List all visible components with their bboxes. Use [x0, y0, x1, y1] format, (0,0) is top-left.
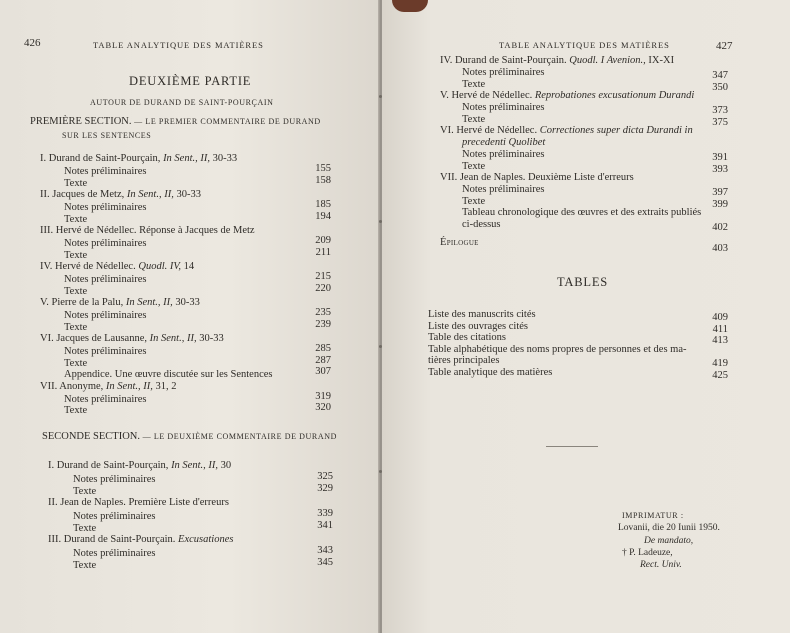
tables-title: TABLES: [557, 275, 609, 289]
toc-entry-page: 325: [317, 471, 333, 482]
toc-entry-label: Tableau chronologique des œuvres et des extraits publiés: [462, 207, 702, 218]
toc-entry-page: 343: [317, 545, 333, 556]
toc-entry-page: 397: [712, 187, 728, 198]
section-heading: [30, 116, 321, 128]
toc-entry-page: 235: [315, 307, 331, 318]
imprimatur-title: IMPRIMATUR :: [622, 511, 684, 520]
toc-entry-label: Appendice. Une œuvre discutée sur les Sentences: [64, 369, 273, 380]
toc-entry-page: 215: [315, 271, 331, 282]
toc-entry-page: 307: [315, 366, 331, 377]
toc-entry-label: Texte: [73, 522, 97, 534]
heading-reference: 14: [183, 261, 195, 272]
toc-heading: [40, 297, 200, 309]
toc-entry-label: Liste des ouvrages cités: [428, 320, 529, 332]
page-number: 427: [716, 40, 733, 52]
toc-entry-label: Notes préliminaires: [462, 184, 545, 195]
toc-heading: [40, 189, 201, 201]
toc-entry-page: 419: [712, 358, 728, 369]
toc-entry-label: tières principales: [428, 355, 500, 366]
heading-text: VI. Hervé de Nédellec.: [440, 125, 538, 136]
part-title: DEUXIÈME PARTIE: [129, 74, 252, 88]
toc-heading: [40, 261, 194, 273]
divider: [546, 446, 598, 447]
toc-entry-label: Texte: [73, 485, 97, 497]
heading-reference: 30-33: [175, 297, 200, 308]
toc-entry-label: Texte: [64, 213, 88, 225]
toc-entry-page: 185: [315, 199, 331, 210]
toc-entry-label: Liste des manuscrits cités: [428, 309, 536, 320]
toc-entry-label: Notes préliminaires: [64, 346, 147, 357]
toc-entry-label: Notes préliminaires: [462, 149, 545, 160]
toc-entry-page: 339: [317, 508, 333, 519]
toc-heading: [40, 153, 237, 165]
toc-entry-label: Texte: [64, 321, 88, 333]
toc-entry-label: Texte: [64, 285, 88, 297]
heading-text: IV. Hervé de Nédellec.: [40, 261, 136, 272]
running-head: TABLE ANALYTIQUE DES MATIÈRES: [93, 40, 264, 50]
toc-entry-label: Texte: [462, 113, 486, 125]
toc-entry-page: 209: [315, 235, 331, 246]
toc-entry-page: 350: [712, 81, 728, 93]
section-subtitle-cont: SUR LES SENTENCES: [62, 131, 152, 140]
toc-entry-label: Notes préliminaires: [73, 548, 156, 559]
toc-entry-page: 413: [712, 335, 728, 346]
heading-work-title: In Sent., II,: [171, 460, 219, 471]
heading-work-title: Reprobationes excusationum Durandi: [534, 90, 695, 101]
toc-entry-page: 411: [712, 323, 728, 335]
toc-entry-page: 220: [315, 282, 331, 294]
imprimatur-line: De mandato,: [644, 536, 694, 546]
section-subtitle: — LE DEUXIÈME COMMENTAIRE DE DURAND: [142, 432, 337, 441]
toc-entry-page: 319: [315, 390, 331, 402]
heading-text: I. Durand de Saint-Pourçain,: [48, 460, 169, 471]
heading-work-title: In Sent., II,: [149, 333, 197, 344]
toc-heading: [48, 460, 231, 472]
section-title: SECONDE SECTION.: [42, 431, 141, 442]
heading-text: IV. Durand de Saint-Pourçain.: [440, 55, 567, 66]
heading-text: V. Hervé de Nédellec.: [440, 90, 533, 101]
toc-heading: [462, 137, 545, 149]
toc-entry-page: 211: [315, 246, 331, 258]
toc-entry-page: 194: [315, 210, 331, 222]
toc-entry-page: 158: [315, 174, 331, 186]
heading-reference: 30-33: [212, 153, 238, 164]
toc-entry-label: Notes préliminaires: [462, 102, 545, 113]
toc-heading: [440, 172, 634, 184]
heading-work-title: precedenti Quolibet: [462, 137, 546, 148]
toc-entry-label: Notes préliminaires: [462, 67, 545, 78]
heading-text: I. Durand de Saint-Pourçain,: [40, 153, 161, 164]
toc-entry-label: Texte: [64, 177, 88, 189]
toc-entry-page: 329: [317, 482, 333, 494]
heading-text: II. Jacques de Metz,: [40, 189, 125, 200]
heading-work-title: Quodl. IV,: [138, 261, 182, 272]
section-subtitle: — LE PREMIER COMMENTAIRE DE DURAND: [134, 117, 321, 126]
toc-entry-label: Notes préliminaires: [73, 511, 156, 522]
toc-entry-label: ci-dessus: [462, 218, 501, 230]
imprimatur-line: Rect. Univ.: [640, 560, 682, 570]
toc-entry-label: Texte: [64, 405, 88, 416]
toc-heading: [40, 225, 255, 237]
imprimatur-line: † P. Ladeuze,: [622, 548, 673, 558]
toc-entry-page: 320: [315, 402, 331, 413]
heading-reference: 31, 2: [155, 380, 177, 392]
toc-entry-label: Notes préliminaires: [64, 202, 147, 213]
toc-entry-page: 402: [712, 221, 728, 233]
toc-entry-label: Table analytique des matières: [428, 366, 553, 378]
toc-entry-label: Texte: [64, 357, 88, 369]
toc-entry-label: Texte: [64, 249, 88, 261]
toc-entry-label: Table alphabétique des noms propres de personnes et des ma-: [428, 343, 687, 355]
toc-heading: [440, 125, 693, 137]
part-subtitle: AUTOUR DE DURAND DE SAINT-POURÇAIN: [90, 98, 274, 107]
toc-entry-page: 341: [317, 519, 333, 531]
page-number: 426: [24, 37, 41, 49]
toc-entry-page: 155: [315, 163, 331, 174]
epilogue-page: 403: [712, 243, 728, 254]
heading-text: II. Jean de Naples. Première Liste d'erreurs: [48, 497, 229, 508]
toc-entry-label: Notes préliminaires: [64, 166, 147, 177]
toc-heading: [40, 381, 177, 393]
toc-entry-label: Notes préliminaires: [64, 393, 147, 405]
heading-text: VII. Anonyme,: [40, 380, 104, 392]
running-head: TABLE ANALYTIQUE DES MATIÈRES: [499, 40, 670, 50]
toc-entry-page: 285: [315, 343, 331, 354]
heading-work-title: In Sent., II,: [163, 153, 211, 164]
toc-entry-label: Texte: [462, 78, 486, 90]
heading-reference: IX-XI: [648, 55, 675, 66]
toc-heading: [48, 497, 229, 509]
toc-entry-label: Notes préliminaires: [64, 310, 147, 321]
section-title: PREMIÈRE SECTION.: [30, 116, 132, 127]
heading-text: III. Hervé de Nédellec. Réponse à Jacques de Metz: [40, 225, 255, 236]
toc-heading: [440, 90, 694, 102]
toc-entry-page: 409: [712, 312, 728, 323]
toc-entry-label: Table des citations: [428, 332, 506, 343]
toc-entry-page: 399: [712, 198, 728, 210]
toc-entry-label: Notes préliminaires: [73, 474, 156, 485]
heading-work-title: Correctiones super dicta Durandi in: [539, 125, 693, 136]
heading-reference: 30-33: [199, 333, 224, 344]
right-page: [382, 0, 790, 633]
heading-work-title: In Sent., II,: [125, 297, 173, 308]
toc-entry-page: 391: [712, 152, 728, 163]
toc-entry-label: Texte: [462, 195, 486, 207]
toc-entry-page: 345: [317, 556, 333, 568]
heading-reference: 30: [220, 460, 232, 471]
heading-work-title: In Sent., II,: [126, 189, 174, 200]
heading-reference: 30-33: [176, 189, 201, 200]
toc-entry-page: 287: [315, 354, 331, 366]
toc-entry-page: 347: [712, 70, 728, 81]
heading-work-title: In Sent., II,: [105, 380, 153, 392]
toc-heading: [40, 333, 224, 345]
heading-work-title: Quodl. I Avenion.,: [569, 55, 646, 66]
toc-entry-label: Notes préliminaires: [64, 238, 147, 249]
imprimatur-line: Lovanii, die 20 Iunii 1950.: [618, 523, 720, 533]
heading-text: V. Pierre de la Palu,: [40, 297, 124, 308]
toc-entry-page: 425: [712, 369, 728, 381]
toc-heading: [48, 534, 233, 546]
toc-heading: [440, 55, 674, 67]
toc-entry-page: 239: [315, 318, 331, 330]
heading-text: III. Durand de Saint-Pourçain.: [48, 534, 176, 545]
epilogue-label: Épilogue: [440, 237, 479, 248]
heading-work-title: Excusationes: [178, 534, 234, 545]
toc-entry-page: 373: [712, 105, 728, 116]
left-page: [0, 0, 380, 633]
toc-entry-page: 393: [712, 163, 728, 175]
toc-entry-page: 375: [712, 116, 728, 128]
section-heading: [42, 431, 337, 443]
toc-entry-label: Texte: [462, 160, 486, 172]
heading-text: VII. Jean de Naples. Deuxième Liste d'erreurs: [440, 172, 634, 183]
toc-entry-label: Notes préliminaires: [64, 274, 147, 285]
heading-text: VI. Jacques de Lausanne,: [40, 333, 147, 344]
toc-entry-label: Texte: [73, 559, 97, 571]
